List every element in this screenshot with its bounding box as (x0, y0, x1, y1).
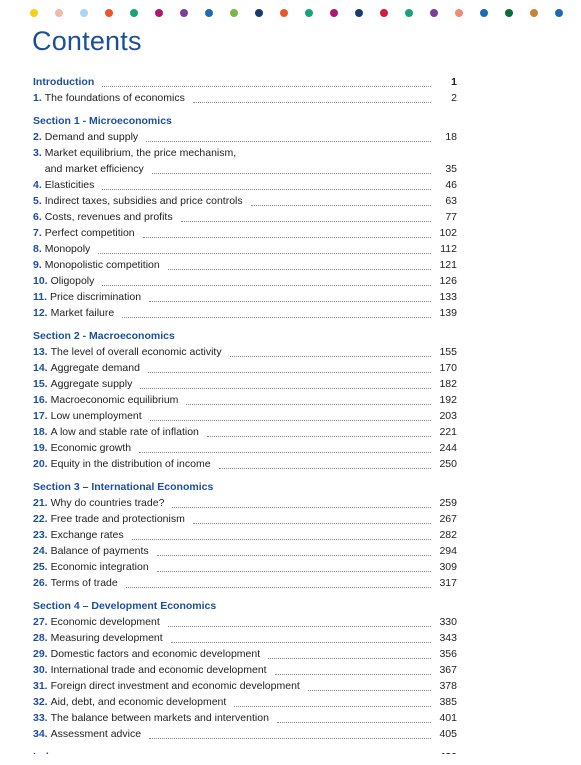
section-heading-text: Section 3 – International Economics (33, 481, 214, 493)
chapter-number: 10. (33, 275, 48, 287)
toc-entry[interactable] (33, 559, 457, 575)
chapter-number: 5. (33, 195, 42, 207)
page-number: 250 (439, 458, 457, 470)
toc-section (33, 328, 457, 472)
chapter-title: Demand and supply (44, 131, 139, 143)
chapter-number: 33. (33, 712, 48, 724)
dotted-leader (308, 689, 431, 691)
chapter-number: 31. (33, 680, 48, 692)
dotted-leader (102, 284, 431, 286)
chapter-title: Oligopoly (50, 275, 95, 287)
chapter-number: 25. (33, 561, 48, 573)
chapter-title: Balance of payments (50, 545, 149, 557)
page-number: 102 (439, 227, 457, 239)
toc-section (33, 74, 457, 106)
dotted-leader (143, 236, 431, 238)
dotted-leader (168, 625, 431, 627)
chapter-number: 19. (33, 442, 48, 454)
toc-entry[interactable] (33, 440, 457, 456)
dotted-leader (148, 371, 431, 373)
chapter-number: 34. (33, 728, 48, 740)
decorative-dot (530, 9, 538, 17)
dotted-leader (126, 586, 431, 588)
chapter-title: Perfect competition (44, 227, 135, 239)
decorative-dot (480, 9, 488, 17)
dotted-leader (207, 435, 431, 437)
toc-section-heading[interactable] (33, 598, 457, 614)
dotted-leader (102, 188, 431, 190)
chapter-title: Terms of trade (50, 577, 118, 589)
chapter-title: Monopoly (44, 243, 91, 255)
chapter-number: 20. (33, 458, 48, 470)
toc-entry[interactable] (33, 662, 457, 678)
chapter-number: 26. (33, 577, 48, 589)
chapter-title: and market efficiency (44, 163, 144, 175)
toc-entry[interactable] (33, 344, 457, 360)
dotted-leader (150, 419, 431, 421)
chapter-title: Market failure (50, 307, 115, 319)
dotted-leader (149, 737, 431, 739)
toc-entry[interactable] (33, 177, 457, 193)
decorative-dot (505, 9, 513, 17)
chapter-number: 30. (33, 664, 48, 676)
chapter-number: 6. (33, 211, 42, 223)
page-number: 170 (439, 362, 457, 374)
toc-entry[interactable] (33, 305, 457, 321)
dotted-leader (172, 506, 431, 508)
toc-entry[interactable] (33, 495, 457, 511)
page-number: 405 (439, 728, 457, 740)
chapter-title: Foreign direct investment and economic development (50, 680, 300, 692)
page-number: 46 (445, 179, 457, 191)
toc-entry[interactable] (33, 456, 457, 472)
dotted-leader (102, 85, 431, 87)
dotted-leader (193, 101, 431, 103)
decorative-dot (455, 9, 463, 17)
dotted-leader (157, 570, 431, 572)
toc-entry[interactable] (33, 209, 457, 225)
toc-section-heading[interactable] (33, 479, 457, 495)
decorative-dot (380, 9, 388, 17)
chapter-title: International trade and economic development (50, 664, 267, 676)
page-number: 267 (439, 513, 457, 525)
dotted-leader (186, 403, 431, 405)
chapter-title: Economic integration (50, 561, 149, 573)
decorative-dot (155, 9, 163, 17)
chapter-number: 15. (33, 378, 48, 390)
dotted-leader (98, 252, 431, 254)
chapter-number: 8. (33, 243, 42, 255)
toc-entry[interactable] (33, 408, 457, 424)
chapter-number: 13. (33, 346, 48, 358)
dotted-leader (132, 538, 431, 540)
toc-entry[interactable] (33, 193, 457, 209)
chapter-number: 24. (33, 545, 48, 557)
toc-entry[interactable] (33, 575, 457, 591)
page-number: 309 (439, 561, 457, 573)
chapter-title: Why do countries trade? (50, 497, 165, 509)
chapter-number: 9. (33, 259, 42, 271)
dotted-leader (122, 316, 431, 318)
page-number: 385 (439, 696, 457, 708)
toc-section (33, 479, 457, 591)
section-heading-text: Introduction (33, 76, 95, 88)
decorative-dot (180, 9, 188, 17)
page-number: 77 (445, 211, 457, 223)
toc-entry[interactable] (33, 225, 457, 241)
page-number: 356 (439, 648, 457, 660)
chapter-number: 27. (33, 616, 48, 628)
dotted-leader (181, 220, 431, 222)
page-title: Contents (32, 26, 142, 56)
decorative-dot (355, 9, 363, 17)
toc-entry[interactable] (33, 511, 457, 527)
page-number: 2 (451, 92, 457, 104)
chapter-title: Exchange rates (50, 529, 124, 541)
toc-entry[interactable] (33, 90, 457, 106)
page-number: 378 (439, 680, 457, 692)
page-number: 35 (445, 163, 457, 175)
decorative-dot (105, 9, 113, 17)
chapter-number: 12. (33, 307, 48, 319)
decorative-dot-row (30, 9, 581, 21)
dotted-leader (140, 387, 431, 389)
page-number: 259 (439, 497, 457, 509)
chapter-number: 7. (33, 227, 42, 239)
chapter-title: Monopolistic competition (44, 259, 160, 271)
dotted-leader (277, 721, 431, 723)
chapter-number: 16. (33, 394, 48, 406)
chapter-number: 1. (33, 92, 42, 104)
dotted-leader (268, 657, 431, 659)
chapter-title: Domestic factors and economic development (50, 648, 261, 660)
chapter-title: The foundations of economics (44, 92, 185, 104)
section-heading-text: Section 2 - Macroeconomics (33, 330, 175, 342)
toc-entry[interactable] (33, 614, 457, 630)
chapter-number: 4. (33, 179, 42, 191)
dotted-leader (149, 300, 431, 302)
section-heading-text: Section 1 - Microeconomics (33, 115, 172, 127)
page-number: 330 (439, 616, 457, 628)
dotted-leader (275, 673, 431, 675)
toc-entry[interactable] (33, 527, 457, 543)
toc-entry[interactable] (33, 694, 457, 710)
page-number: 367 (439, 664, 457, 676)
decorative-dot (555, 9, 563, 17)
toc-entry[interactable] (33, 241, 457, 257)
dotted-leader (168, 268, 431, 270)
page-number: 221 (439, 426, 457, 438)
chapter-title: Elasticities (44, 179, 95, 191)
dotted-leader (146, 140, 431, 142)
page-number: 139 (439, 307, 457, 319)
page-number: 63 (445, 195, 457, 207)
chapter-title: Free trade and protectionism (50, 513, 185, 525)
dotted-leader (157, 554, 431, 556)
decorative-dot (305, 9, 313, 17)
chapter-number: 29. (33, 648, 48, 660)
page-number: 343 (439, 632, 457, 644)
chapter-title: Price discrimination (50, 291, 142, 303)
toc-section (33, 113, 457, 321)
decorative-dot (255, 9, 263, 17)
chapter-title: Measuring development (50, 632, 163, 644)
chapter-number: 17. (33, 410, 48, 422)
chapter-title: Aggregate demand (50, 362, 140, 374)
decorative-dot (80, 9, 88, 17)
page-number: 203 (439, 410, 457, 422)
chapter-title: Macroeconomic equilibrium (50, 394, 179, 406)
toc-entry[interactable] (33, 376, 457, 392)
chapter-number: 14. (33, 362, 48, 374)
page-number: 18 (445, 131, 457, 143)
chapter-number: 21. (33, 497, 48, 509)
chapter-title: Low unemployment (50, 410, 142, 422)
chapter-number: 3. (33, 147, 42, 159)
chapter-title: The level of overall economic activity (50, 346, 222, 358)
chapter-title: Economic development (50, 616, 160, 628)
page-number: 294 (439, 545, 457, 557)
decorative-dot (430, 9, 438, 17)
toc-section-heading[interactable] (33, 113, 457, 129)
decorative-dot (280, 9, 288, 17)
decorative-dot (205, 9, 213, 17)
toc-section (33, 598, 457, 742)
table-of-contents (33, 74, 457, 765)
toc-entry[interactable] (33, 161, 457, 177)
dotted-leader (234, 705, 431, 707)
page-number: 126 (439, 275, 457, 287)
section-heading-text: Section 4 – Development Economics (33, 600, 217, 612)
page-number: 317 (439, 577, 457, 589)
toc-entry[interactable] (33, 360, 457, 376)
toc-entry[interactable] (33, 129, 457, 145)
chapter-number: 18. (33, 426, 48, 438)
chapter-number: 22. (33, 513, 48, 525)
toc-entry[interactable] (33, 257, 457, 273)
decorative-dot (130, 9, 138, 17)
chapter-title: Indirect taxes, subsidies and price controls (44, 195, 243, 207)
chapter-title: Costs, revenues and profits (44, 211, 173, 223)
decorative-dot (405, 9, 413, 17)
toc-entry[interactable] (33, 710, 457, 726)
chapter-number: 2. (33, 131, 42, 143)
toc-entry[interactable] (33, 392, 457, 408)
page-number: 182 (439, 378, 457, 390)
dotted-leader (152, 172, 431, 174)
chapter-title: A low and stable rate of inflation (50, 426, 199, 438)
chapter-title: Assessment advice (50, 728, 142, 740)
decorative-dot (230, 9, 238, 17)
page-number: 192 (439, 394, 457, 406)
decorative-dot (330, 9, 338, 17)
chapter-title: The balance between markets and intervention (50, 712, 269, 724)
chapter-number: 11. (33, 291, 48, 303)
dotted-leader (139, 451, 431, 453)
dotted-leader (251, 204, 431, 206)
toc-section-heading[interactable] (33, 328, 457, 344)
page-bottom-edge (0, 754, 581, 762)
page-number: 401 (439, 712, 457, 724)
toc-entry[interactable] (33, 646, 457, 662)
toc-entry[interactable] (33, 726, 457, 742)
page-number: 1 (451, 76, 457, 88)
dotted-leader (171, 641, 431, 643)
chapter-number: 32. (33, 696, 48, 708)
dotted-leader (230, 355, 431, 357)
toc-section-heading[interactable] (33, 74, 457, 90)
toc-entry[interactable] (33, 273, 457, 289)
toc-entry[interactable] (33, 289, 457, 305)
page-number: 133 (439, 291, 457, 303)
chapter-number: 28. (33, 632, 48, 644)
chapter-title: Aggregate supply (50, 378, 133, 390)
dotted-leader (219, 467, 431, 469)
dotted-leader (193, 522, 431, 524)
decorative-dot (55, 9, 63, 17)
chapter-title: Market equilibrium, the price mechanism, (44, 147, 237, 159)
toc-entry[interactable] (33, 543, 457, 559)
chapter-title: Aid, debt, and economic development (50, 696, 227, 708)
toc-entry[interactable] (33, 630, 457, 646)
chapter-number: 23. (33, 529, 48, 541)
page-number: 112 (440, 243, 457, 255)
page-number: 155 (439, 346, 457, 358)
page-number: 121 (439, 259, 457, 271)
chapter-title: Equity in the distribution of income (50, 458, 211, 470)
toc-entry[interactable] (33, 424, 457, 440)
page-number: 282 (439, 529, 457, 541)
page-number: 244 (439, 442, 457, 454)
toc-entry[interactable] (33, 678, 457, 694)
chapter-title: Economic growth (50, 442, 132, 454)
toc-entry[interactable] (33, 145, 457, 161)
decorative-dot (30, 9, 38, 17)
